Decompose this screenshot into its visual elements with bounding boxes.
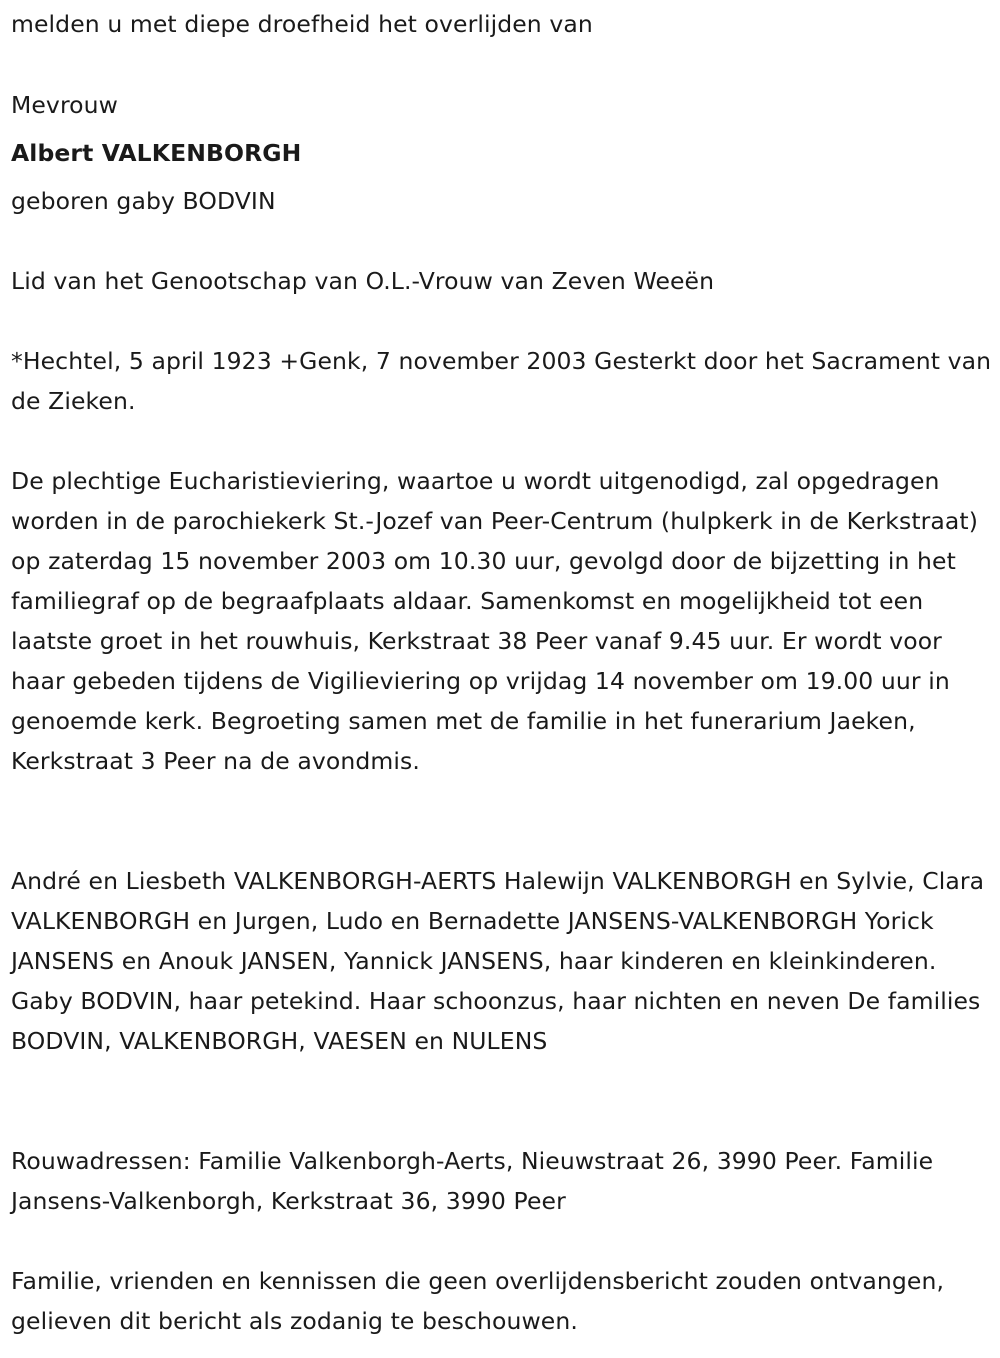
intro-text: melden u met diepe droefheid het overlijden van: [11, 10, 593, 38]
family-text: André en Liesbeth VALKENBORGH-AERTS Halewijn VALKENBORGH en Sylvie, Clara VALKENBORGH en Jurgen, Ludo en Bernadette JANSENS-VALKENBORGH Yorick JANSENS en Anouk JANSEN, Yannick JANSENS, haar kinderen en kleinkinderen. Gaby BODVIN, haar petekind. Haar schoonzus, haar nichten en neven De families BODVIN, VALKENBORGH, VAESEN en NULENS: [11, 867, 985, 1055]
closing-text: Familie, vrienden en kennissen die geen overlijdensbericht zouden ontvangen, gelieven dit bericht als zodanig te beschouwen.: [11, 1267, 945, 1335]
dates-text: *Hechtel, 5 april 1923 +Genk, 7 november 2003 Gesterkt door het Sacrament van de Zieken.: [11, 347, 992, 415]
deceased-name: Albert VALKENBORGH: [11, 139, 302, 167]
membership-text: Lid van het Genootschap van O.L.-Vrouw van Zeven Weeën: [11, 267, 715, 295]
addresses-text: Rouwadressen: Familie Valkenborgh-Aerts, Nieuwstraat 26, 3990 Peer. Familie Jansens-Valkenborgh, Kerkstraat 36, 3990 Peer: [11, 1147, 934, 1215]
birth-name: geboren gaby BODVIN: [11, 187, 276, 215]
ceremony-text: De plechtige Eucharistieviering, waartoe u wordt uitgenodigd, zal opgedragen worden in de parochiekerk St.-Jozef van Peer-Centrum (hulpkerk in de Kerkstraat) op zaterdag 15 november 2003 om 10.30 uur, gevolgd door de bijzetting in het familiegraf op de begraafplaats aldaar. Samenkomst en mogelijkheid tot een laatste groet in het rouwhuis, Kerkstraat 38 Peer vanaf 9.45 uur. Er wordt voor haar gebeden tijdens de Vigilieviering op vrijdag 14 november om 19.00 uur in genoemde kerk. Begroeting samen met de familie in het funerarium Jaeken, Kerkstraat 3 Peer na de avondmis.: [11, 467, 979, 775]
honorific: Mevrouw: [11, 91, 118, 119]
